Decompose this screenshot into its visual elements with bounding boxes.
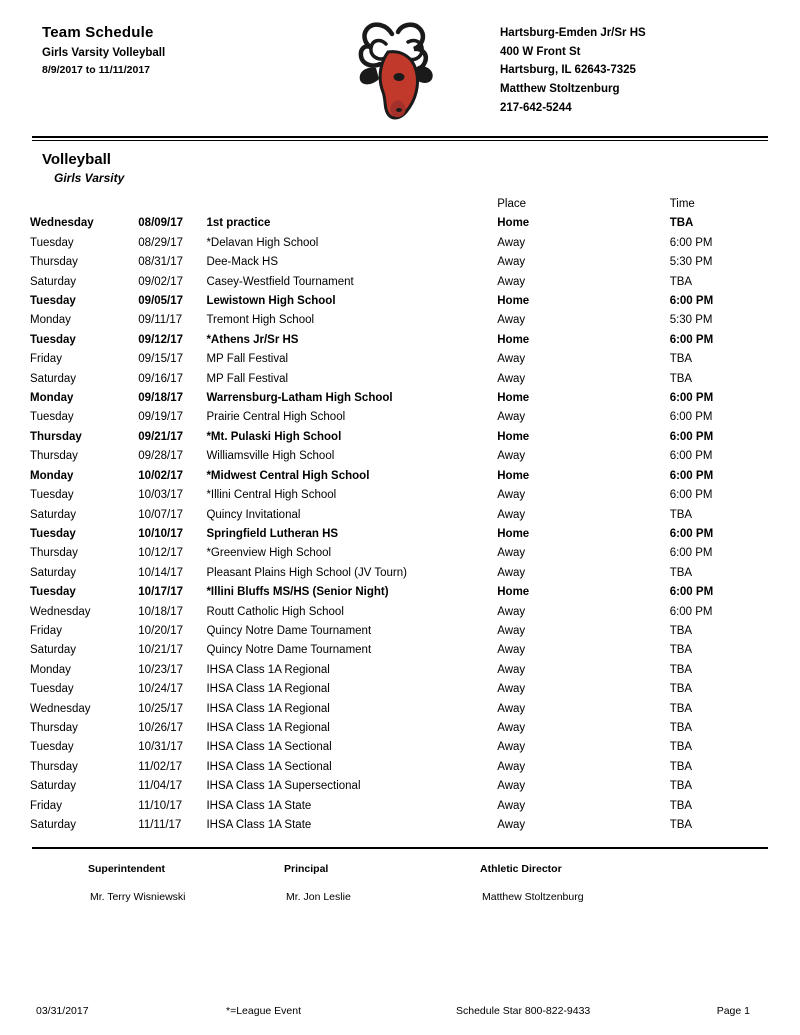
cell-date: 10/24/17 [138, 683, 184, 696]
cell-opponent: IHSA Class 1A Regional [206, 663, 330, 676]
cell-opponent: *Midwest Central High School [206, 469, 370, 482]
footer-print-date: 03/31/2017 [36, 1005, 89, 1017]
signature-superintendent [88, 863, 284, 903]
footer-vendor: Schedule Star 800-822-9433 [456, 1005, 591, 1017]
cell-place: Away [497, 547, 526, 560]
cell-date: 10/10/17 [138, 527, 184, 540]
cell-opponent: Tremont High School [206, 314, 315, 327]
cell-time: TBA [669, 624, 693, 637]
cell-date: 09/16/17 [138, 372, 184, 385]
table-row [30, 486, 770, 505]
signature-title: Principal [284, 863, 329, 876]
sport-heading [30, 141, 770, 185]
cell-date: 09/28/17 [138, 450, 184, 463]
table-row [30, 564, 770, 583]
cell-opponent: IHSA Class 1A State [206, 819, 312, 831]
cell-opponent: Prairie Central High School [206, 411, 346, 424]
cell-date: 11/04/17 [138, 780, 183, 793]
col-header-opponent [206, 195, 497, 214]
school-logo [341, 20, 451, 124]
cell-time: TBA [669, 741, 693, 754]
cell-date: 09/15/17 [138, 353, 184, 366]
cell-time: TBA [669, 760, 693, 773]
cell-time: 6:00 PM [669, 295, 714, 308]
cell-day: Thursday [30, 256, 78, 269]
cell-date: 10/18/17 [138, 605, 184, 618]
cell-time: TBA [669, 780, 693, 793]
table-row [30, 777, 770, 796]
cell-time: TBA [669, 566, 693, 579]
cell-opponent: MP Fall Festival [206, 353, 289, 366]
cell-time: TBA [669, 721, 693, 734]
cell-date: 10/03/17 [138, 489, 184, 502]
signature-principal [284, 863, 480, 903]
cell-time: 6:00 PM [669, 547, 713, 560]
footer-page-number: Page 1 [716, 1005, 750, 1017]
cell-opponent: *Delavan High School [206, 236, 319, 249]
cell-date: 10/02/17 [138, 469, 184, 482]
table-header-row [30, 195, 770, 214]
table-row [30, 797, 770, 816]
table-row [30, 467, 770, 486]
page-title: Team Schedule [42, 24, 154, 41]
cell-day: Saturday [30, 275, 77, 288]
table-row [30, 700, 770, 719]
cell-time: 6:00 PM [669, 333, 714, 346]
cell-date: 10/23/17 [138, 663, 184, 676]
cell-place: Home [497, 333, 530, 346]
cell-day: Tuesday [30, 333, 76, 346]
cell-place: Home [497, 295, 530, 308]
cell-time: TBA [669, 799, 693, 812]
cell-place: Away [497, 489, 526, 502]
table-row [30, 816, 770, 835]
cell-date: 10/26/17 [138, 721, 184, 734]
table-row [30, 622, 770, 641]
cell-time: 6:00 PM [669, 450, 713, 463]
cell-opponent: Quincy Notre Dame Tournament [206, 644, 372, 657]
col-header-time: Time [669, 198, 695, 210]
cell-day: Wednesday [30, 702, 91, 715]
sport-name: Volleyball [42, 151, 111, 168]
cell-place: Home [497, 527, 530, 540]
school-name: Hartsburg-Emden Jr/Sr HS [500, 27, 646, 39]
cell-place: Away [497, 236, 526, 249]
cell-day: Saturday [30, 566, 77, 579]
cell-day: Saturday [30, 780, 77, 793]
cell-time: 6:00 PM [669, 469, 714, 482]
cell-day: Tuesday [30, 489, 74, 502]
cell-opponent: Lewistown High School [206, 295, 336, 308]
header-left [42, 24, 292, 76]
cell-date: 10/25/17 [138, 702, 184, 715]
cell-date: 11/02/17 [138, 760, 183, 773]
cell-day: Thursday [30, 430, 82, 443]
cell-place: Away [497, 780, 526, 793]
cell-day: Wednesday [30, 605, 91, 618]
schedule-table [30, 195, 770, 835]
cell-place: Away [497, 411, 526, 424]
cell-place: Home [497, 469, 530, 482]
col-header-date [138, 195, 206, 214]
cell-time: TBA [669, 819, 693, 831]
cell-opponent: IHSA Class 1A Sectional [206, 741, 332, 754]
table-row [30, 370, 770, 389]
cell-day: Tuesday [30, 683, 74, 696]
cell-place: Away [497, 741, 526, 754]
signature-name: Mr. Jon Leslie [286, 891, 351, 904]
cell-date: 10/17/17 [138, 586, 184, 599]
cell-day: Monday [30, 663, 71, 676]
cell-place: Away [497, 760, 526, 773]
table-row [30, 331, 770, 350]
cell-opponent: Springfield Lutheran HS [206, 527, 339, 540]
cell-time: 5:30 PM [669, 256, 713, 269]
table-row [30, 311, 770, 330]
cell-time: TBA [669, 702, 693, 715]
cell-opponent: Quincy Notre Dame Tournament [206, 624, 372, 637]
table-row [30, 641, 770, 660]
cell-opponent: IHSA Class 1A Sectional [206, 760, 332, 773]
cell-opponent: IHSA Class 1A Supersectional [206, 780, 361, 793]
table-row [30, 447, 770, 466]
cell-time: TBA [669, 372, 693, 385]
contact-name: Matthew Stoltzenburg [500, 82, 620, 95]
cell-date: 11/11/17 [138, 819, 182, 831]
cell-time: 6:00 PM [669, 236, 713, 249]
cell-time: TBA [669, 353, 693, 366]
cell-date: 09/05/17 [138, 295, 184, 308]
cell-day: Monday [30, 469, 74, 482]
table-row [30, 719, 770, 738]
school-address: 400 W Front St [500, 45, 581, 58]
cell-place: Away [497, 624, 526, 637]
cell-place: Away [497, 275, 526, 288]
table-row [30, 758, 770, 777]
table-row [30, 292, 770, 311]
table-row [30, 506, 770, 525]
cell-place: Away [497, 663, 526, 676]
cell-time: TBA [669, 663, 693, 676]
cell-date: 09/11/17 [138, 314, 183, 327]
cell-day: Thursday [30, 760, 78, 773]
table-row [30, 603, 770, 622]
school-city-state-zip: Hartsburg, IL 62643-7325 [500, 64, 636, 77]
cell-place: Away [497, 372, 526, 385]
cell-date: 10/20/17 [138, 624, 184, 637]
document-header [30, 18, 770, 124]
cell-opponent: *Greenview High School [206, 547, 332, 560]
table-row [30, 253, 770, 272]
cell-opponent: Dee-Mack HS [206, 256, 279, 269]
cell-place: Away [497, 683, 526, 696]
cell-opponent: 1st practice [206, 217, 271, 230]
cell-day: Tuesday [30, 236, 74, 249]
cell-place: Away [497, 508, 526, 521]
cell-place: Home [497, 586, 530, 599]
cell-day: Monday [30, 392, 74, 405]
cell-opponent: MP Fall Festival [206, 372, 289, 385]
table-row [30, 350, 770, 369]
cell-opponent: *Illini Central High School [206, 489, 337, 502]
cell-day: Tuesday [30, 411, 74, 424]
table-row [30, 738, 770, 757]
cell-date: 09/12/17 [138, 333, 184, 346]
date-range: 8/9/2017 to 11/11/2017 [42, 64, 151, 76]
cell-time: TBA [669, 275, 693, 288]
cell-opponent: IHSA Class 1A Regional [206, 702, 330, 715]
cell-opponent: Warrensburg-Latham High School [206, 392, 393, 405]
cell-day: Tuesday [30, 586, 76, 599]
cell-day: Saturday [30, 644, 77, 657]
cell-opponent: IHSA Class 1A Regional [206, 721, 330, 734]
cell-opponent: *Mt. Pulaski High School [206, 430, 342, 443]
cell-date: 09/18/17 [138, 392, 184, 405]
signature-name: Mr. Terry Wisniewski [90, 891, 186, 904]
table-row [30, 544, 770, 563]
cell-date: 08/09/17 [138, 217, 184, 230]
cell-day: Tuesday [30, 741, 74, 754]
cell-day: Saturday [30, 819, 77, 831]
cell-date: 08/31/17 [138, 256, 184, 269]
cell-date: 10/07/17 [138, 508, 184, 521]
cell-time: 6:00 PM [669, 430, 714, 443]
cell-opponent: Williamsville High School [206, 450, 335, 463]
cell-place: Away [497, 450, 526, 463]
table-row [30, 214, 770, 233]
table-row [30, 234, 770, 253]
cell-place: Home [497, 392, 530, 405]
sport-level: Girls Varsity [54, 171, 125, 185]
cell-place: Away [497, 819, 526, 831]
header-divider-thick [32, 136, 768, 138]
signature-athletic-director [480, 863, 676, 903]
cell-place: Away [497, 605, 526, 618]
col-header-place: Place [497, 198, 527, 210]
cell-day: Thursday [30, 450, 78, 463]
cell-opponent: Routt Catholic High School [206, 605, 344, 618]
cell-opponent: IHSA Class 1A State [206, 799, 312, 812]
schedule-rows [30, 214, 770, 835]
cell-day: Wednesday [30, 217, 94, 230]
cell-place: Away [497, 353, 526, 366]
cell-time: 6:00 PM [669, 527, 714, 540]
team-name: Girls Varsity Volleyball [42, 47, 166, 59]
cell-day: Monday [30, 314, 71, 327]
footer-league-note: *=League Event [226, 1005, 302, 1017]
cell-time: 6:00 PM [669, 489, 713, 502]
cell-day: Friday [30, 799, 62, 812]
ram-head-icon [344, 20, 448, 124]
header-right [500, 24, 760, 117]
cell-opponent: Quincy Invitational [206, 508, 301, 521]
cell-place: Away [497, 721, 526, 734]
cell-date: 10/14/17 [138, 566, 184, 579]
cell-opponent: Casey-Westfield Tournament [206, 275, 354, 288]
cell-day: Friday [30, 353, 62, 366]
document-footer [30, 1005, 770, 1017]
cell-date: 10/12/17 [138, 547, 184, 560]
cell-day: Tuesday [30, 295, 76, 308]
cell-day: Tuesday [30, 527, 76, 540]
cell-date: 09/21/17 [138, 430, 184, 443]
cell-time: TBA [669, 683, 693, 696]
table-row [30, 680, 770, 699]
cell-day: Thursday [30, 721, 78, 734]
table-row [30, 428, 770, 447]
cell-place: Home [497, 217, 530, 230]
cell-time: 6:00 PM [669, 586, 714, 599]
cell-time: 6:00 PM [669, 392, 714, 405]
cell-date: 10/31/17 [138, 741, 184, 754]
cell-opponent: *Athens Jr/Sr HS [206, 333, 299, 346]
signature-title: Athletic Director [480, 863, 562, 876]
signature-title: Superintendent [88, 863, 166, 876]
cell-place: Away [497, 702, 526, 715]
table-row [30, 408, 770, 427]
cell-date: 10/21/17 [138, 644, 184, 657]
table-row [30, 525, 770, 544]
cell-day: Saturday [30, 508, 77, 521]
cell-time: 6:00 PM [669, 411, 713, 424]
table-row [30, 389, 770, 408]
cell-place: Away [497, 799, 526, 812]
cell-date: 11/10/17 [138, 799, 183, 812]
cell-place: Away [497, 314, 526, 327]
cell-day: Friday [30, 624, 62, 637]
cell-date: 09/19/17 [138, 411, 184, 424]
cell-opponent: *Illini Bluffs MS/HS (Senior Night) [206, 586, 389, 599]
cell-date: 08/29/17 [138, 236, 184, 249]
cell-day: Saturday [30, 372, 77, 385]
cell-time: 6:00 PM [669, 605, 713, 618]
signature-block [30, 849, 770, 903]
cell-opponent: IHSA Class 1A Regional [206, 683, 330, 696]
cell-place: Home [497, 430, 530, 443]
signature-name: Matthew Stoltzenburg [482, 891, 584, 904]
cell-date: 09/02/17 [138, 275, 184, 288]
table-row [30, 273, 770, 292]
cell-day: Thursday [30, 547, 78, 560]
cell-place: Away [497, 256, 526, 269]
table-row [30, 661, 770, 680]
cell-time: 5:30 PM [669, 314, 713, 327]
cell-time: TBA [669, 217, 694, 230]
cell-place: Away [497, 644, 526, 657]
cell-time: TBA [669, 508, 693, 521]
cell-opponent: Pleasant Plains High School (JV Tourn) [206, 566, 407, 579]
col-header-day [30, 195, 138, 214]
contact-phone: 217-642-5244 [500, 101, 572, 114]
table-row [30, 583, 770, 602]
cell-place: Away [497, 566, 526, 579]
cell-time: TBA [669, 644, 693, 657]
